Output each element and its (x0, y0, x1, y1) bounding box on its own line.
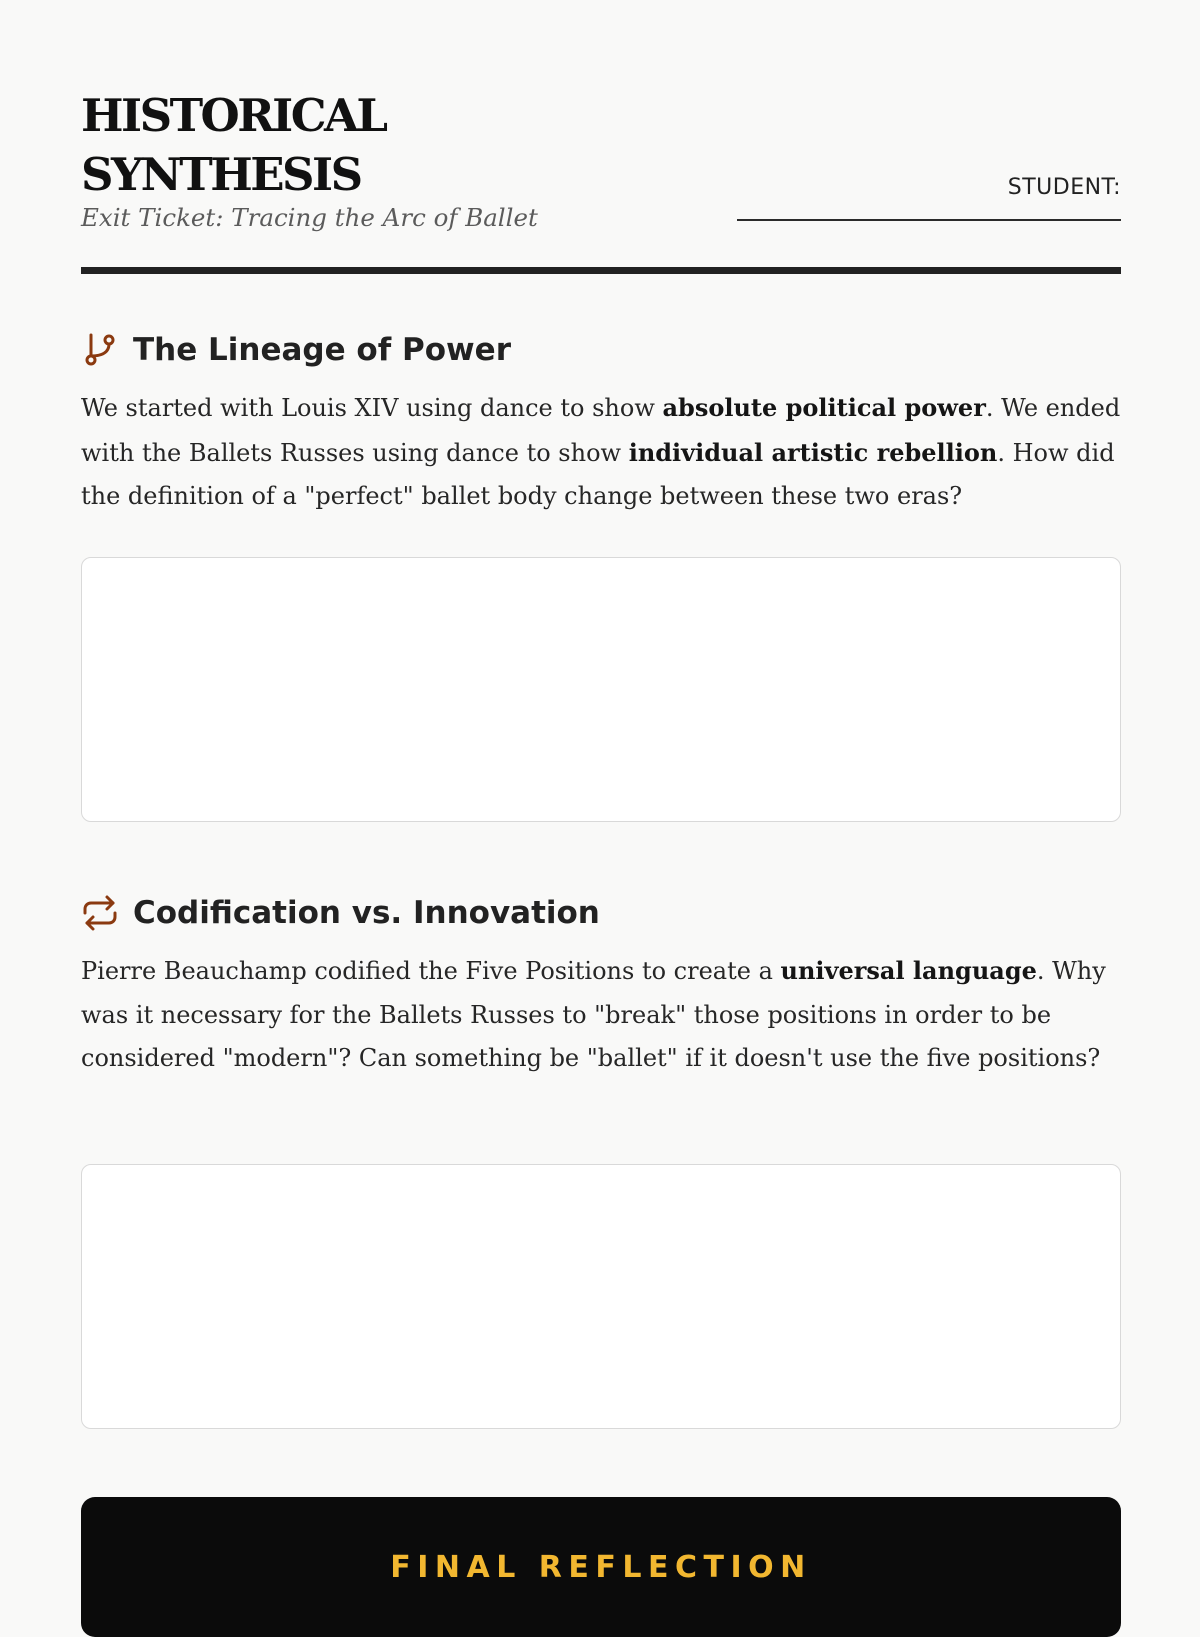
page-subtitle: Exit Ticket: Tracing the Arc of Ballet (81, 203, 538, 232)
title-line-1: HISTORICAL (81, 89, 386, 142)
repeat-icon (81, 894, 119, 932)
prompt-emphasis: individual artistic rebellion (628, 437, 998, 467)
question-prompt (81, 386, 1121, 519)
answer-textarea[interactable] (81, 1164, 1121, 1429)
prompt-text: . How did the definition of a "perfect" ballet body change between these two eras? (81, 438, 1115, 510)
student-label: STUDENT: (1007, 175, 1121, 200)
student-name-field[interactable] (737, 176, 1121, 221)
section-title: Codification vs. Innovation (133, 895, 600, 931)
section-heading (81, 330, 511, 370)
answer-textarea[interactable] (81, 557, 1121, 822)
git-branch-icon (81, 331, 119, 369)
section-heading (81, 893, 600, 933)
prompt-emphasis: universal language (780, 956, 1037, 985)
question-prompt (81, 949, 1121, 1081)
prompt-text: . Why was it necessary for the Ballets Russes to "break" those positions in order to be considered "modern"? Can something be "ballet" if it doesn't use the five positions? (81, 957, 1106, 1072)
title-line-2: SYNTHESIS (81, 148, 361, 201)
section-title: The Lineage of Power (133, 332, 511, 368)
header-divider (81, 267, 1121, 274)
prompt-text: Pierre Beauchamp codified the Five Positions to create a (81, 957, 781, 985)
prompt-text: . We ended with the Ballets Russes using dance to show (81, 394, 1121, 467)
final-reflection-heading: FINAL REFLECTION (390, 1550, 812, 1585)
prompt-emphasis: absolute political power (662, 393, 986, 422)
final-reflection-panel (81, 1497, 1121, 1637)
page-title (81, 86, 386, 204)
prompt-text: We started with Louis XIV using dance to show (81, 394, 663, 422)
worksheet-header (81, 86, 1121, 236)
